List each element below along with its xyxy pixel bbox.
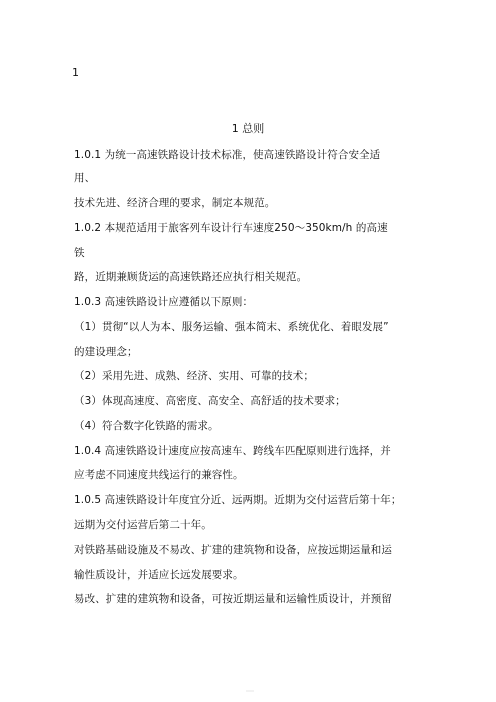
text-line: 1.0.2 本规范适用于旅客列车设计行车速度250～350km/h 的高速 (74, 222, 388, 234)
text-line: 输性质设计，并适应长远发展要求。 (74, 569, 244, 581)
text-line: 的建设理念； (74, 346, 138, 358)
text-line: 对铁路基础设施及不易改、扩建的建筑物和设备，应按远期运量和运 (74, 544, 392, 556)
text-line: （2）采用先进、成熟、经济、实用、可靠的技术； (74, 370, 314, 382)
text-line: 技术先进、经济合理的要求，制定本规范。 (74, 197, 276, 209)
text-line: 路，近期兼顾货运的高速铁路还应执行相关规范。 (74, 271, 308, 283)
text-line: 用、 (74, 172, 96, 184)
text-line: （1）贯彻“以人为本、服务运输、强本简末、系统优化、着眼发展” (74, 321, 389, 333)
text-line: 铁 (74, 247, 85, 259)
text-line: 1.0.1 为统一高速铁路设计技术标准，使高速铁路设计符合安全适 (74, 149, 381, 161)
text-line: （4）符合数字化铁路的需求。 (74, 420, 219, 432)
text-line: （3）体现高速度、高密度、高安全、高舒适的技术要求； (74, 395, 346, 407)
text-line: 1.0.3 高速铁路设计应遵循以下原则： (74, 296, 254, 308)
text-line: 应考虑不同速度共线运行的兼容性。 (74, 469, 244, 481)
page-number: 1 (72, 66, 79, 79)
text-line: 远期为交付运营后第二十年。 (74, 519, 212, 531)
text-line: 易改、扩建的建筑物和设备，可按近期运量和运输性质设计，并预留 (74, 593, 392, 605)
text-line: 1.0.5 高速铁路设计年度宜分近、远两期。近期为交付运营后第十年； (74, 494, 402, 506)
page-footer-mark (246, 690, 254, 692)
section-heading: 1 总则 (231, 122, 265, 135)
text-line: 1.0.4 高速铁路设计速度应按高速车、跨线车匹配原则进行选择，并 (74, 445, 391, 457)
